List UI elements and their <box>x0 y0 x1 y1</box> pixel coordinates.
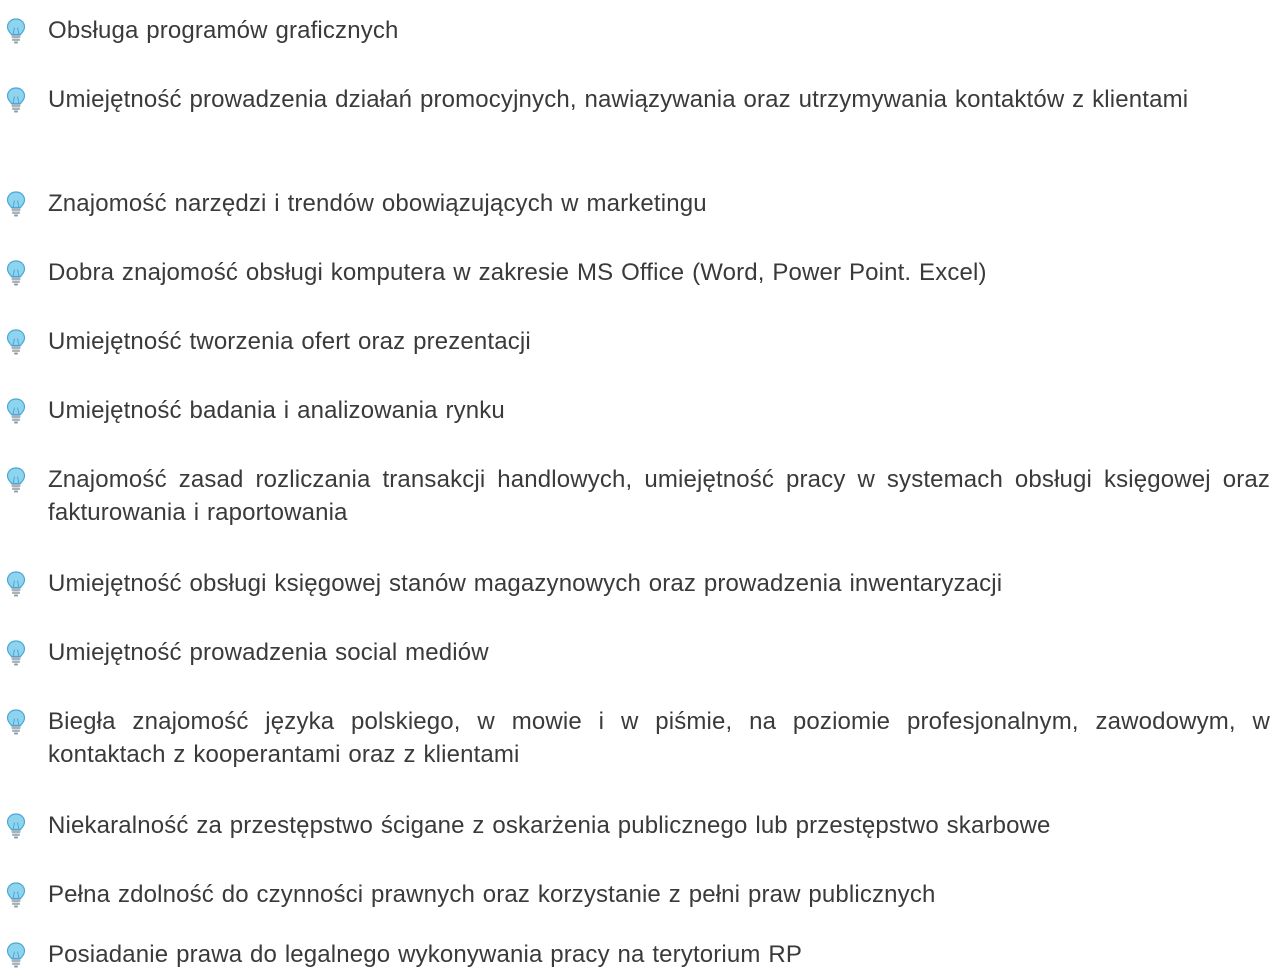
list-item <box>0 394 1270 427</box>
lightbulb-icon <box>0 83 48 116</box>
list-item <box>0 705 1270 771</box>
list-item <box>0 463 1270 529</box>
list-item-text: Obsługa programów graficznych <box>48 17 399 44</box>
list-item-text: Posiadanie prawa do legalnego wykonywania pracy na terytorium RP <box>48 941 803 968</box>
lightbulb-icon <box>0 325 48 358</box>
list-item <box>0 187 1270 220</box>
list-item <box>0 809 1270 842</box>
lightbulb-icon <box>0 187 48 220</box>
list-item <box>0 938 1270 971</box>
lightbulb-icon <box>0 809 48 842</box>
list-item <box>0 325 1270 358</box>
lightbulb-icon <box>0 14 48 47</box>
list-item-text: Pełna zdolność do czynności prawnych oraz korzystanie z pełni praw publicznych <box>48 881 936 908</box>
lightbulb-icon <box>0 394 48 427</box>
list-item-text: Dobra znajomość obsługi komputera w zakresie MS Office (Word, Power Point. Excel) <box>48 259 987 286</box>
list-item-text: Umiejętność prowadzenia social mediów <box>48 639 489 666</box>
list-item <box>0 636 1270 669</box>
list-item <box>0 878 1270 911</box>
lightbulb-icon <box>0 463 48 496</box>
list-item-text: Znajomość narzędzi i trendów obowiązujących w marketingu <box>48 190 707 217</box>
list-item-text: Biegła znajomość języka polskiego, w mowie i w piśmie, na poziomie profesjonalnym, zawodowym, w kontaktach z kooperantami oraz z klientami <box>48 708 1270 768</box>
list-item-text: Umiejętność tworzenia ofert oraz prezentacji <box>48 328 531 355</box>
list-item-text: Umiejętność obsługi księgowej stanów magazynowych oraz prowadzenia inwentaryzacji <box>48 570 1003 597</box>
list-item-text: Umiejętność badania i analizowania rynku <box>48 397 505 424</box>
list-item-text: Znajomość zasad rozliczania transakcji handlowych, umiejętność pracy w systemach obsługi księgowej oraz fakturowania i raportowania <box>48 466 1270 526</box>
list-item-text: Niekaralność za przestępstwo ścigane z oskarżenia publicznego lub przestępstwo skarbowe <box>48 812 1051 839</box>
lightbulb-icon <box>0 878 48 911</box>
lightbulb-icon <box>0 256 48 289</box>
list-item <box>0 256 1270 289</box>
lightbulb-icon <box>0 938 48 971</box>
list-item-text: Umiejętność prowadzenia działań promocyjnych, nawiązywania oraz utrzymywania kontaktów z klientami <box>48 86 1189 113</box>
list-item <box>0 14 1270 47</box>
lightbulb-icon <box>0 705 48 738</box>
lightbulb-icon <box>0 567 48 600</box>
list-item <box>0 567 1270 600</box>
lightbulb-icon <box>0 636 48 669</box>
list-item <box>0 83 1270 116</box>
